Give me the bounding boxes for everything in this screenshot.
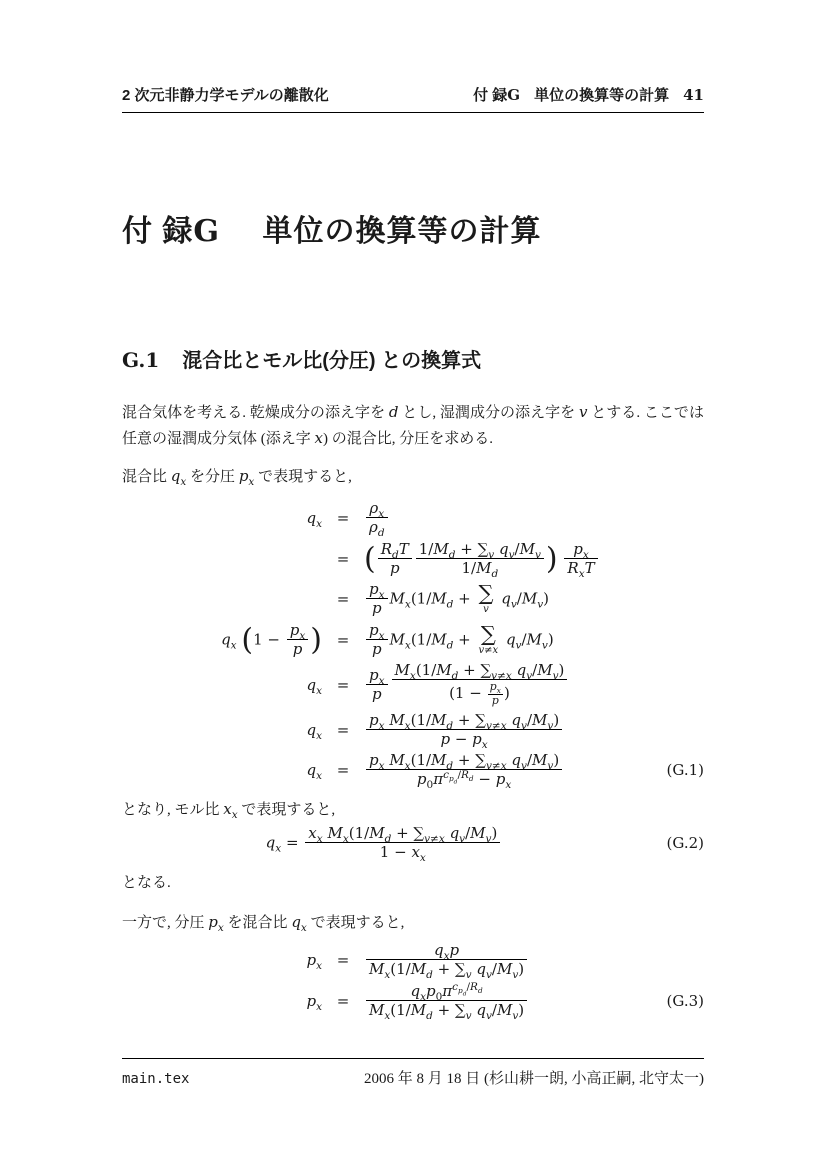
equation-line <box>122 940 704 981</box>
equation-number-G3: (G.3) <box>666 991 704 1010</box>
equation-lhs: $q_x$ <box>306 761 322 783</box>
header-left-title: 2 次元非静力学モデルの離散化 <box>122 87 329 104</box>
body-content <box>122 400 704 1021</box>
equation-lhs <box>122 539 322 580</box>
equation-number-G2: (G.2) <box>666 833 704 852</box>
tonaru-line: となる. <box>122 875 171 892</box>
header-page-number: 41 <box>683 86 704 104</box>
section-title: 混合比とモル比(分圧) との換算式 <box>182 350 482 372</box>
section-number: G.1 <box>122 348 160 372</box>
equation-lhs: $q_x$ (1 − $\frac{p_x}{p}$ ) <box>221 620 322 658</box>
equation-lhs: $q_x$ <box>306 675 322 697</box>
equation-rhs: $\frac{p_x M_x(1/M_d + \sum_{v\ne x} q_v/M_v)}{p_0\pi^{c_{p_d}/R_d} - p_x}$ <box>364 750 646 791</box>
equation-number <box>646 579 704 620</box>
equation-lhs: $p_x$ <box>306 951 322 973</box>
equation-number <box>646 660 704 710</box>
equation-number-G1: (G.1) <box>666 761 704 780</box>
mixing-ratio-lead: 混合比 $q_x$ を分圧 $p_x$ で表現すると, <box>122 467 352 488</box>
intro-paragraph: 混合気体を考える. 乾燥成分の添え字を d とし, 湿潤成分の添え字を v とする. ここでは任意の湿潤成分気体 (添え字 x) の混合比, 分圧を求める. <box>122 403 704 447</box>
equation-line-G3 <box>122 981 704 1022</box>
equation-number <box>646 710 704 751</box>
partial-pressure-lead: 一方で, 分圧 $p_x$ を混合比 $q_x$ で表現すると, <box>122 913 405 935</box>
equation-relation: = <box>336 590 350 609</box>
equation-line <box>122 710 704 751</box>
header-appendix-label: 付 録G <box>473 86 521 104</box>
equation-relation: = <box>336 761 350 780</box>
header-right-group <box>473 84 704 105</box>
equation-number <box>646 498 704 539</box>
equation-rhs: $\frac{q_xp_0\pi^{c_{p_d}/R_d}}{M_x(1/M_d + \sum_v q_v/M_v)}$ <box>364 981 646 1022</box>
equation-line-G1 <box>122 750 704 791</box>
equation-line <box>122 660 704 710</box>
equation-relation: = <box>336 720 350 739</box>
equation-lhs: $q_x$ <box>306 720 322 742</box>
equation-line <box>122 579 704 620</box>
equation-lhs: $p_x$ <box>306 991 322 1013</box>
equation-line <box>122 620 704 661</box>
equation-rhs: $\frac{p_x}{p}$ $M_x(1/M_d + \sum_{v\ne x}$ $q_v/M_v$) (1 − $\frac{p_x}{p}$ ) <box>364 660 646 710</box>
footer-filename: main.tex <box>122 1071 190 1087</box>
section-heading <box>122 344 704 373</box>
chapter-label: 付 録G <box>122 214 220 249</box>
equation-relation: = <box>336 951 350 970</box>
equation-G3-block <box>122 940 704 1021</box>
chapter-title: 単位の換算等の計算 <box>262 215 542 248</box>
equation-number <box>646 539 704 580</box>
equation-rhs: $\frac{p_x}{p}$ $M_x(1/M_d$ + ∑ v≠x $q_v/M_v$) <box>364 620 646 661</box>
equation-number <box>646 620 704 661</box>
running-header <box>122 84 704 113</box>
equation-G2 <box>122 825 704 862</box>
chapter-heading <box>122 206 704 250</box>
equation-lhs <box>122 579 322 620</box>
equation-relation: = <box>336 675 350 694</box>
equation-derivation-block <box>122 498 704 791</box>
header-chapter-title: 単位の換算等の計算 <box>534 87 670 104</box>
equation-rhs: $\frac{p_x M_x(1/M_d + \sum_{v\ne x} q_v/M_v)}{p - p_x}$ <box>364 710 646 751</box>
equation-number <box>646 940 704 981</box>
molar-ratio-lead: となり, モル比 $x_x$ で表現すると, <box>122 799 336 821</box>
equation-relation: = <box>336 549 350 568</box>
equation-relation: = <box>336 509 350 528</box>
equation-lhs: $q_x$ <box>306 509 322 531</box>
equation-rhs: $\frac{\rho_x}{\rho_d}$ <box>364 498 646 539</box>
equation-line <box>122 498 704 539</box>
equation-G2-body: $q_x$ = $\frac{x_x M_x(1/M_d + \sum_{v\ne x} q_v/M_v)}{1 - x_x}$ <box>122 825 646 862</box>
equation-rhs: $\frac{q_xp}{M_x(1/M_d + \sum_v q_v/M_v)}$ <box>364 940 646 981</box>
equation-relation: = <box>336 991 350 1010</box>
page-footer <box>122 1058 704 1088</box>
equation-relation: = <box>336 630 350 649</box>
equation-rhs: ( $\frac{R_dT}{p}$ $\frac{1/M_d + \sum_v q_v/M_v}{1/M_d}$ ) $\frac{p_x}{R_xT}$ <box>364 539 646 580</box>
equation-line <box>122 539 704 580</box>
footer-date-authors: 2006 年 8 月 18 日 (杉山耕一朗, 小高正嗣, 北守太一) <box>364 1071 704 1087</box>
equation-rhs: $\frac{p_x}{p}$ $M_x(1/M_d$ + ∑ v $q_v/M_v$) <box>364 579 646 620</box>
